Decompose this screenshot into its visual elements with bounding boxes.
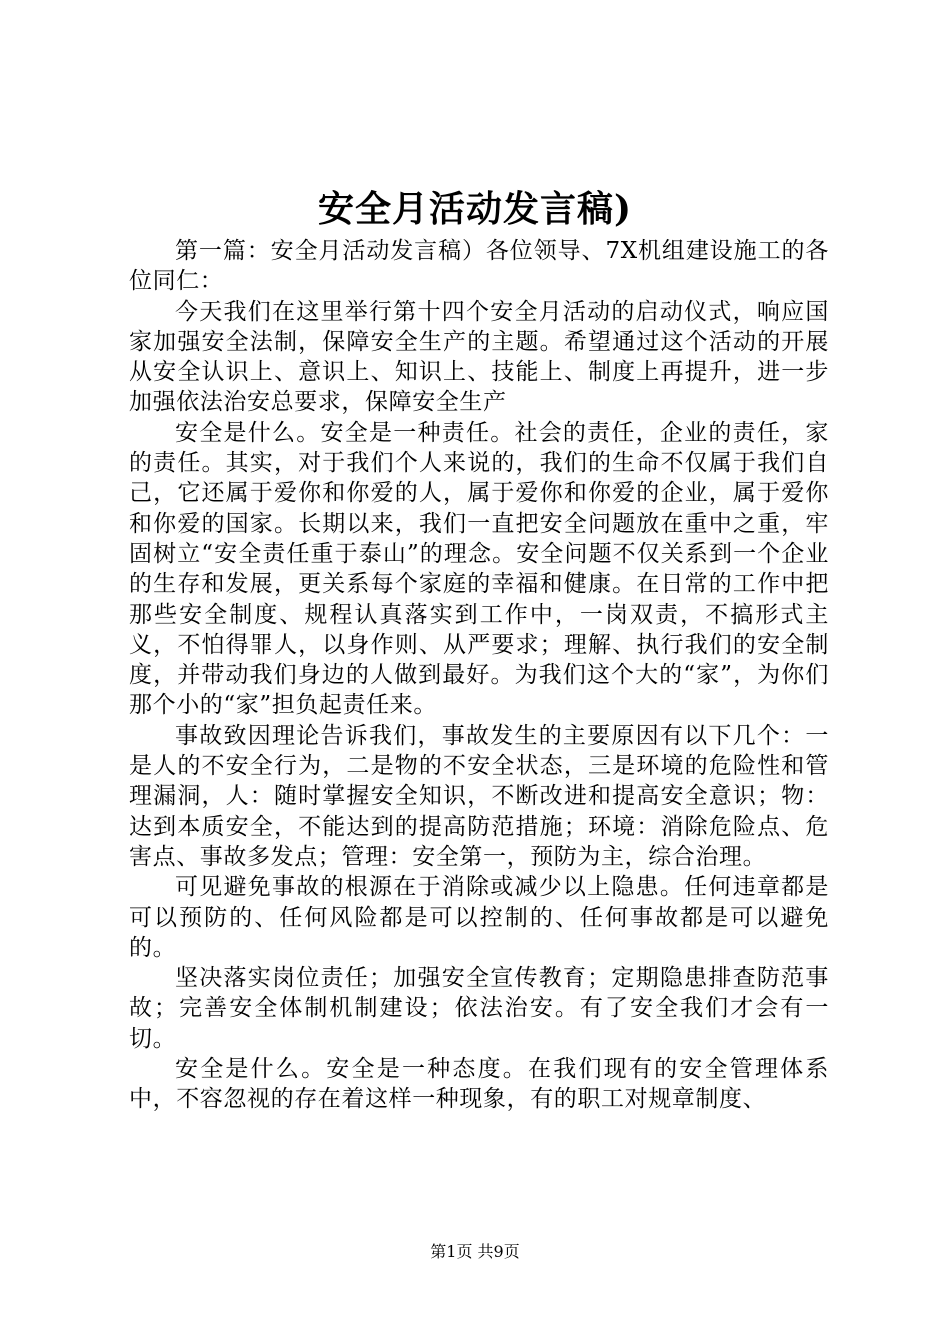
paragraph: 安全是什么。安全是一种态度。在我们现有的安全管理体系中，不容忽视的存在着这样一种现象，有的职工对规章制度、 <box>129 1056 829 1113</box>
document-title: 安全月活动发言稿) <box>317 188 633 230</box>
document-body <box>129 236 829 1115</box>
paragraph: 第一篇：安全月活动发言稿）各位领导、7X机组建设施工的各位同仁： <box>129 238 829 295</box>
paragraph: 坚决落实岗位责任；加强安全宣传教育；定期隐患排查防范事故；完善安全体制机制建设；依法治安。有了安全我们才会有一切。 <box>129 965 829 1052</box>
paragraph: 安全是什么。安全是一种责任。社会的责任，企业的责任，家的责任。其实，对于我们个人来说的，我们的生命不仅属于我们自己，它还属于爱你和你爱的人，属于爱你和你爱的企业，属于爱你和你爱的国家。长期以来，我们一直把安全问题放在重中之重，牢固树立“安全责任重于泰山”的理念。安全问题不仅关系到一个企业的生存和发展，更关系每个家庭的幸福和健康。在日常的工作中把那些安全制度、规程认真落实到工作中，一岗双责，不搞形式主义，不怕得罪人，以身作则、从严要求；理解、执行我们的安全制度，并带动我们身边的人做到最好。为我们这个大的“家”，为你们那个小的“家”担负起责任来。 <box>129 419 829 719</box>
paragraph: 今天我们在这里举行第十四个安全月活动的启动仪式，响应国家加强安全法制，保障安全生产的主题。希望通过这个活动的开展从安全认识上、意识上、知识上、技能上、制度上再提升，进一步加强依法治安总要求，保障安全生产 <box>129 298 829 416</box>
page-number-footer: 第1页 共9页 <box>430 1242 520 1261</box>
paragraph: 事故致因理论告诉我们，事故发生的主要原因有以下几个：一是人的不安全行为，二是物的不安全状态，三是环境的危险性和管理漏洞，人：随时掌握安全知识，不断改进和提高安全意识；物：达到本质安全，不能达到的提高防范措施；环境：消除危险点、危害点、事故多发点；管理：安全第一，预防为主，综合治理。 <box>129 722 829 870</box>
paragraph: 可见避免事故的根源在于消除或减少以上隐患。任何违章都是可以预防的、任何风险都是可以控制的、任何事故都是可以避免的。 <box>129 874 829 961</box>
